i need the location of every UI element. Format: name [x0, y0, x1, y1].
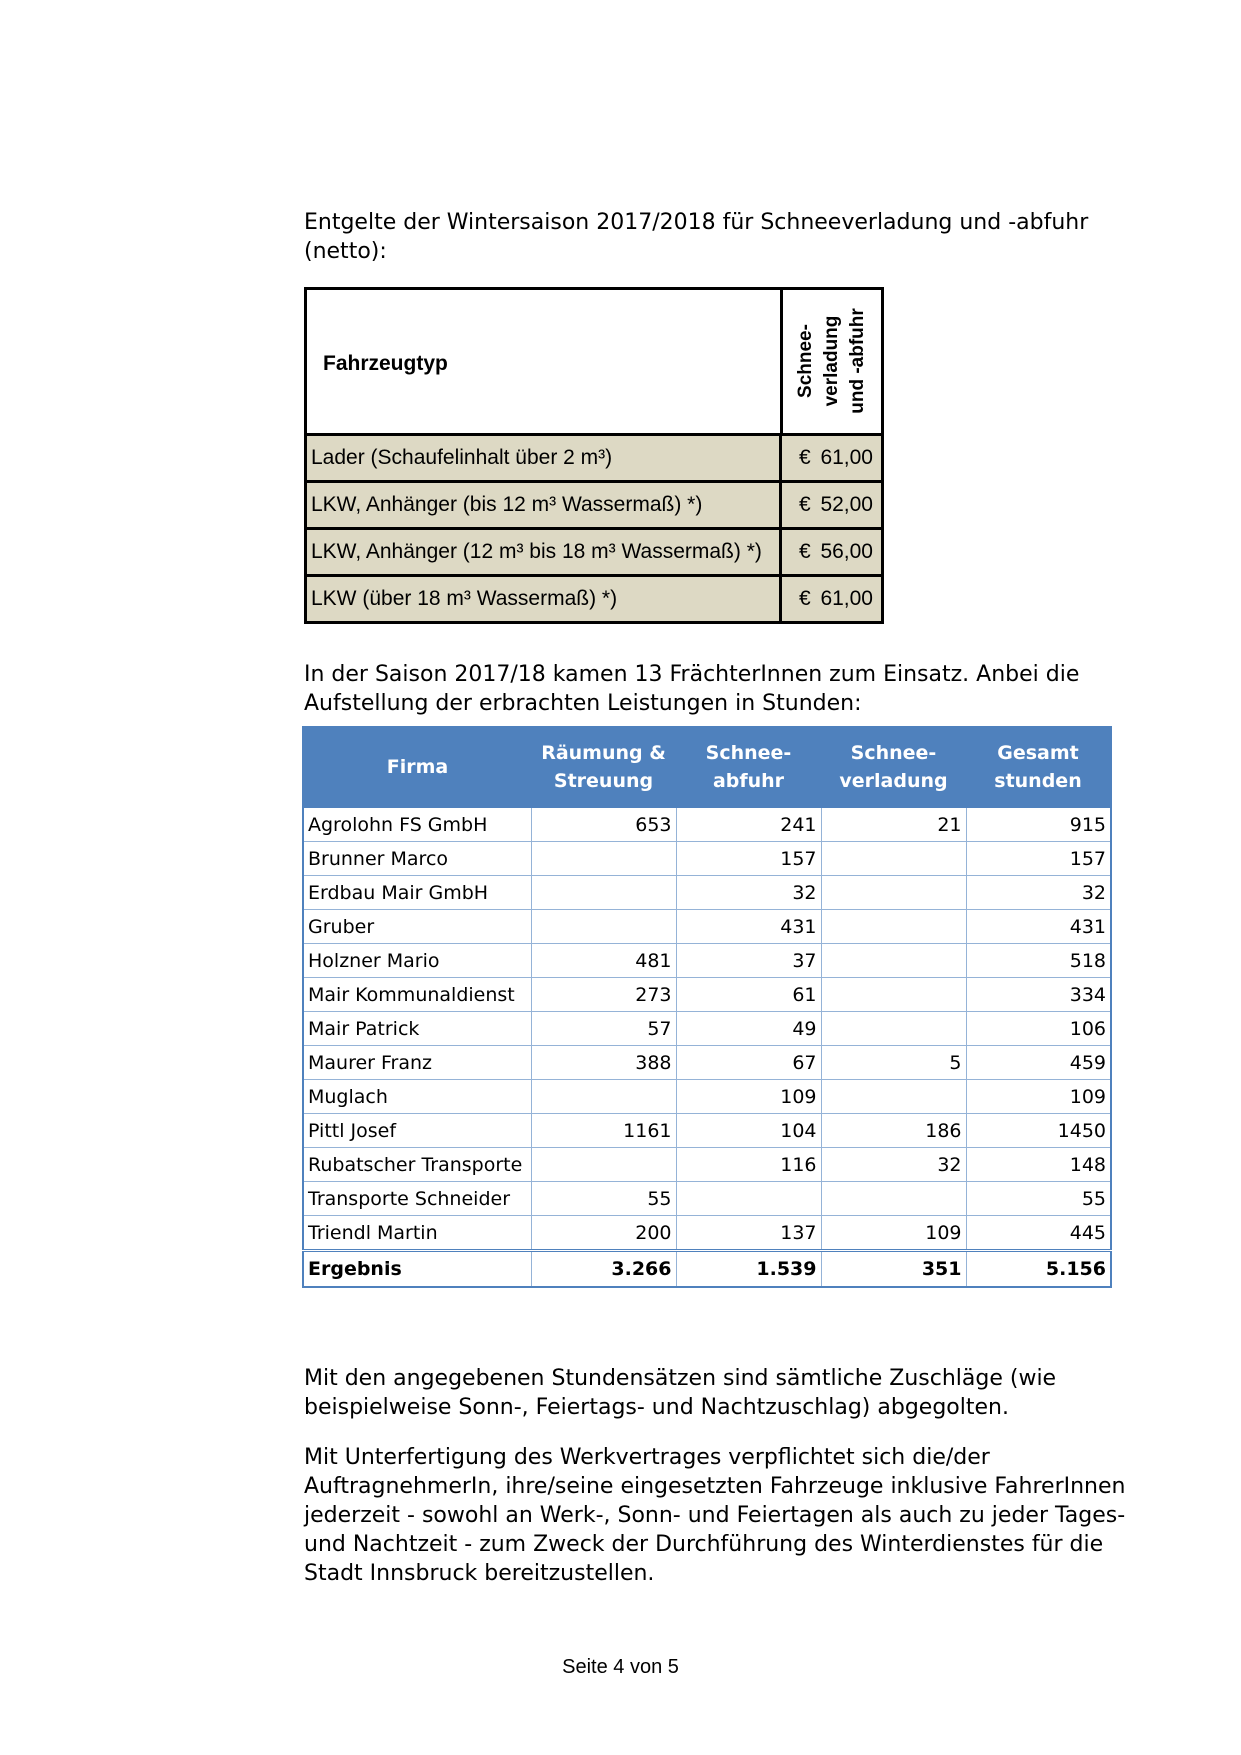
rates-currency: € — [799, 587, 811, 610]
rates-header-price-line1: Schnee- — [795, 324, 816, 398]
cell-gesamt: 431 — [966, 910, 1111, 944]
cell-abfuhr: 67 — [676, 1046, 821, 1080]
cell-verladung: 32 — [821, 1148, 966, 1182]
rates-table — [304, 287, 884, 624]
cell-raeumung: 57 — [531, 1012, 676, 1046]
contract-paragraph: Mit Unterfertigung des Werkvertrages verpflichtet sich die/der AuftragnehmerIn, ihre/seine eingesetzten Fahrzeuge inklusive FahrerInnen jederzeit - sowohl an Werk-, Sonn- und Feiertagen als auch zu jeder Tages- und Nachtzeit - zum Zweck der Durchführung des Winterdienstes für die Stadt Innsbruck bereitzustellen. — [304, 1445, 1126, 1586]
cell-raeumung — [531, 1080, 676, 1114]
cell-firma: Mair Kommunaldienst — [303, 978, 531, 1012]
cell-raeumung: 55 — [531, 1182, 676, 1216]
rates-header-price-label — [793, 308, 871, 414]
table-row — [303, 978, 1111, 1012]
rates-price — [783, 577, 881, 621]
hours-header-gesamt — [966, 727, 1111, 807]
hours-header-abfuhr — [676, 727, 821, 807]
cell-gesamt: 55 — [966, 1182, 1111, 1216]
total-label: Ergebnis — [303, 1251, 531, 1288]
cell-firma: Holzner Mario — [303, 944, 531, 978]
rates-vehicle-type: LKW, Anhänger (12 m³ bis 18 m³ Wassermaß) *) — [307, 530, 782, 574]
rates-header-price-line3: und -abfuhr — [847, 308, 868, 414]
cell-firma: Maurer Franz — [303, 1046, 531, 1080]
cell-abfuhr: 37 — [676, 944, 821, 978]
hours-header-verladung — [821, 727, 966, 807]
cell-firma: Agrolohn FS GmbH — [303, 807, 531, 842]
rates-row — [307, 577, 881, 621]
cell-abfuhr: 109 — [676, 1080, 821, 1114]
rates-row — [307, 436, 881, 483]
hours-header-abfuhr-l2: abfuhr — [712, 770, 785, 792]
rates-header-price-line2: verladung — [821, 315, 842, 407]
rates-header-price — [783, 290, 881, 433]
cell-abfuhr: 61 — [676, 978, 821, 1012]
cell-gesamt: 109 — [966, 1080, 1111, 1114]
rates-price — [783, 436, 881, 480]
cell-gesamt: 157 — [966, 842, 1111, 876]
cell-raeumung: 1161 — [531, 1114, 676, 1148]
cell-verladung — [821, 910, 966, 944]
cell-gesamt: 148 — [966, 1148, 1111, 1182]
cell-verladung — [821, 978, 966, 1012]
hours-header-gesamt-l1: Gesamt — [997, 742, 1079, 764]
hours-header-raeumung — [531, 727, 676, 807]
cell-firma: Muglach — [303, 1080, 531, 1114]
cell-verladung: 109 — [821, 1216, 966, 1251]
table-row — [303, 910, 1111, 944]
rates-header-vehicle-type-label: Fahrzeugtyp — [323, 352, 448, 375]
cell-gesamt: 32 — [966, 876, 1111, 910]
hours-header-verladung-l2: verladung — [839, 770, 948, 792]
cell-raeumung — [531, 1148, 676, 1182]
rates-row — [307, 530, 881, 577]
cell-abfuhr: 116 — [676, 1148, 821, 1182]
hours-header-raeumung-l2: Streuung — [553, 770, 654, 792]
cell-firma: Erdbau Mair GmbH — [303, 876, 531, 910]
cell-raeumung — [531, 876, 676, 910]
page-footer: Seite 4 von 5 — [562, 1656, 679, 1678]
table-row — [303, 1148, 1111, 1182]
cell-firma: Transporte Schneider — [303, 1182, 531, 1216]
cell-abfuhr: 241 — [676, 807, 821, 842]
rates-currency: € — [799, 540, 811, 563]
hours-header-gesamt-l2: stunden — [994, 770, 1082, 792]
table-row — [303, 1182, 1111, 1216]
table-row — [303, 876, 1111, 910]
rates-vehicle-type: LKW (über 18 m³ Wassermaß) *) — [307, 577, 782, 621]
hours-header-row — [303, 727, 1111, 807]
cell-firma: Rubatscher Transporte — [303, 1148, 531, 1182]
cell-raeumung: 653 — [531, 807, 676, 842]
rates-amount: 61,00 — [820, 446, 873, 469]
cell-gesamt: 106 — [966, 1012, 1111, 1046]
cell-verladung — [821, 1012, 966, 1046]
intro-paragraph: Entgelte der Wintersaison 2017/2018 für Schneeverladung und -abfuhr (netto): — [304, 210, 1089, 264]
table-row — [303, 807, 1111, 842]
rates-amount: 56,00 — [820, 540, 873, 563]
table-row — [303, 1080, 1111, 1114]
cell-verladung — [821, 1080, 966, 1114]
cell-abfuhr: 157 — [676, 842, 821, 876]
cell-raeumung: 273 — [531, 978, 676, 1012]
cell-firma: Mair Patrick — [303, 1012, 531, 1046]
cell-firma: Triendl Martin — [303, 1216, 531, 1251]
cell-abfuhr: 137 — [676, 1216, 821, 1251]
cell-abfuhr — [676, 1182, 821, 1216]
rates-currency: € — [799, 446, 811, 469]
rates-price — [783, 483, 881, 527]
cell-verladung: 5 — [821, 1046, 966, 1080]
cell-verladung — [821, 842, 966, 876]
cell-raeumung — [531, 910, 676, 944]
rates-table-header — [307, 290, 881, 436]
rates-header-vehicle-type — [307, 290, 783, 433]
cell-verladung — [821, 1182, 966, 1216]
rates-vehicle-type: LKW, Anhänger (bis 12 m³ Wassermaß) *) — [307, 483, 782, 527]
cell-firma: Pittl Josef — [303, 1114, 531, 1148]
cell-raeumung — [531, 842, 676, 876]
hours-header-raeumung-l1: Räumung & — [541, 742, 666, 764]
rates-currency: € — [799, 493, 811, 516]
cell-firma: Brunner Marco — [303, 842, 531, 876]
cell-gesamt: 459 — [966, 1046, 1111, 1080]
cell-verladung — [821, 944, 966, 978]
surcharge-paragraph: Mit den angegebenen Stundensätzen sind sämtliche Zuschläge (wie beispielweise Sonn-, Feiertags- und Nachtzuschlag) abgegolten. — [304, 1366, 1057, 1420]
cell-abfuhr: 32 — [676, 876, 821, 910]
hours-header-verladung-l1: Schnee- — [850, 742, 937, 764]
cell-firma: Gruber — [303, 910, 531, 944]
table-row — [303, 1046, 1111, 1080]
table-row — [303, 944, 1111, 978]
cell-gesamt: 445 — [966, 1216, 1111, 1251]
total-gesamt: 5.156 — [966, 1251, 1111, 1288]
table-row — [303, 1012, 1111, 1046]
cell-raeumung: 200 — [531, 1216, 676, 1251]
cell-verladung — [821, 876, 966, 910]
cell-raeumung: 481 — [531, 944, 676, 978]
cell-gesamt: 1450 — [966, 1114, 1111, 1148]
total-abfuhr: 1.539 — [676, 1251, 821, 1288]
rates-amount: 52,00 — [820, 493, 873, 516]
cell-gesamt: 915 — [966, 807, 1111, 842]
cell-abfuhr: 431 — [676, 910, 821, 944]
hours-header-firma — [303, 727, 531, 807]
cell-abfuhr: 104 — [676, 1114, 821, 1148]
cell-verladung: 186 — [821, 1114, 966, 1148]
cell-gesamt: 334 — [966, 978, 1111, 1012]
hours-table — [302, 726, 1112, 1288]
cell-verladung: 21 — [821, 807, 966, 842]
cell-gesamt: 518 — [966, 944, 1111, 978]
table-row — [303, 842, 1111, 876]
hours-header-abfuhr-l1: Schnee- — [705, 742, 792, 764]
cell-raeumung: 388 — [531, 1046, 676, 1080]
rates-vehicle-type: Lader (Schaufelinhalt über 2 m³) — [307, 436, 782, 480]
cell-abfuhr: 49 — [676, 1012, 821, 1046]
table-row — [303, 1114, 1111, 1148]
rates-price — [783, 530, 881, 574]
total-row — [303, 1251, 1111, 1288]
total-raeumung: 3.266 — [531, 1251, 676, 1288]
total-verladung: 351 — [821, 1251, 966, 1288]
summary-paragraph: In der Saison 2017/18 kamen 13 FrächterInnen zum Einsatz. Anbei die Aufstellung der erbrachten Leistungen in Stunden: — [304, 662, 1080, 716]
rates-row — [307, 483, 881, 530]
hours-header-firma-label: Firma — [386, 756, 449, 778]
rates-amount: 61,00 — [820, 587, 873, 610]
table-row — [303, 1216, 1111, 1251]
